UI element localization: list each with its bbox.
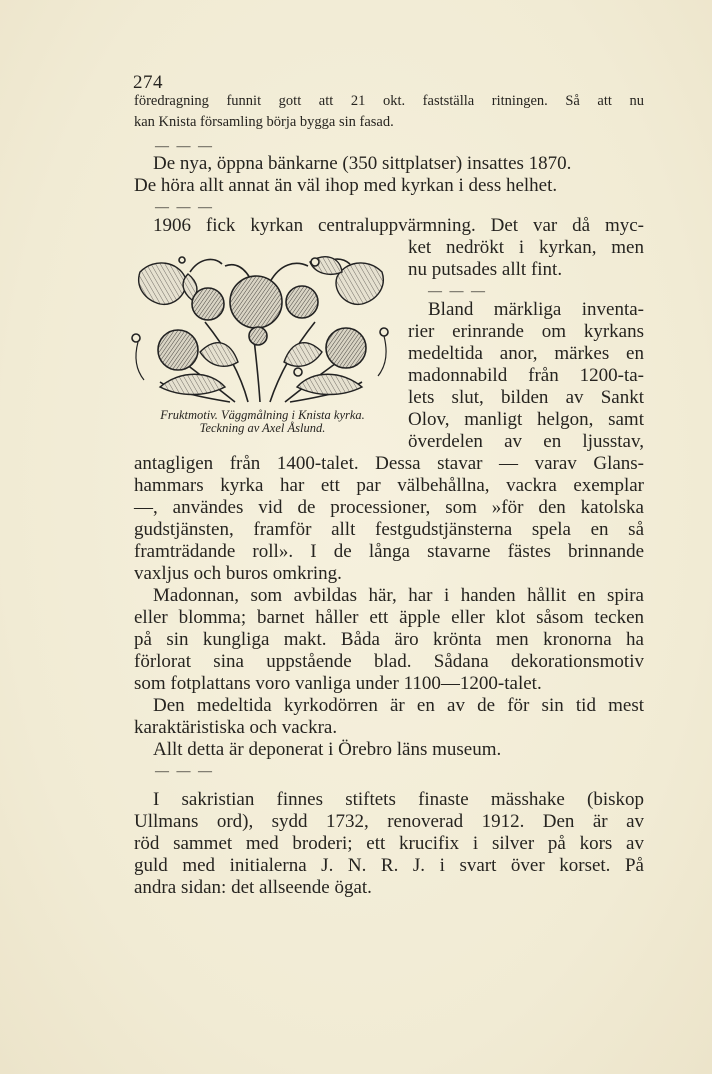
text-line: kan Knista församling börja bygga sin fasad. [134,114,394,130]
text-line: hammars kyrka har ett par välbehållna, vackra exemplar [134,475,644,496]
text-line: I sakristian finnes stiftets finaste mässhake (biskop [153,789,644,810]
text-line: lets slut, bilden av Sankt [408,387,644,408]
page-number: 274 [133,72,163,93]
text-line: De höra allt annat än väl ihop med kyrkan i dess helhet. [134,175,558,196]
text-line: Bland märkliga inventa- [428,299,644,320]
text-line: medeltida anor, märkes en [408,343,644,364]
text-line: madonnabild från 1200-ta- [408,365,644,386]
figure-caption: Fruktmotiv. Väggmålning i Knista kyrka. [160,408,365,422]
text-line: röd sammet med broderi; ett krucifix i silver på kors av [134,833,644,854]
text-line: De nya, öppna bänkarne (350 sittplatser) insattes 1870. [153,153,572,174]
fruit-motif-illustration [130,252,392,404]
text-line: Olov, manligt helgon, samt [408,409,644,430]
text-line: överdelen av en ljusstav, [408,431,644,452]
text-line: på sin kungliga makt. Båda äro krönta men kronorna ha [134,629,644,650]
text-line: rier erinrande om kyrkans [408,321,644,342]
text-line: guld med initialerna J. N. R. J. i svart över korset. På [134,855,644,876]
section-separator: — — — [155,200,214,215]
text-line: andra sidan: det allseende ögat. [134,877,372,898]
text-line: Ullmans ord), sydd 1732, renoverad 1912. Den är av [134,811,644,832]
text-line: framträdande roll». I de långa stavarne fästes brinnande [134,541,644,562]
section-separator: — — — [155,139,214,154]
text-line: 1906 fick kyrkan centraluppvärmning. Det var då myc- [153,215,644,236]
text-line: Den medeltida kyrkodörren är en av de för sin tid mest [153,695,644,716]
text-line: —, användes vid de processioner, som »för den katolska [134,497,644,518]
text-line: nu putsades allt fint. [408,259,563,280]
text-line: antagligen från 1400-talet. Dessa stavar — varav Glans- [134,453,644,474]
text-line: eller blomma; barnet håller ett äpple eller klot såsom tecken [134,607,644,628]
section-separator: — — — [155,764,214,779]
text-line: Madonnan, som avbildas här, har i handen hållit en spira [153,585,644,606]
text-line: vaxljus och buros omkring. [134,563,342,584]
figure-credit: Teckning av Axel Åslund. [199,421,326,435]
section-separator: — — — [428,284,487,299]
text-line: ket nedrökt i kyrkan, men [408,237,644,258]
text-line: föredragning funnit gott att 21 okt. fastställa ritningen. Så att nu [134,93,644,109]
text-line: gudstjänsten, framför allt festgudstjänsterna spela en så [134,519,644,540]
text-line: karaktäristiska och vackra. [134,717,338,738]
text-line: förlorat sina uppstående blad. Sådana dekorationsmotiv [134,651,644,672]
text-line: som fotplattans voro vanliga under 1100—1200-talet. [134,673,542,694]
text-line: Allt detta är deponerat i Örebro läns museum. [153,739,502,760]
